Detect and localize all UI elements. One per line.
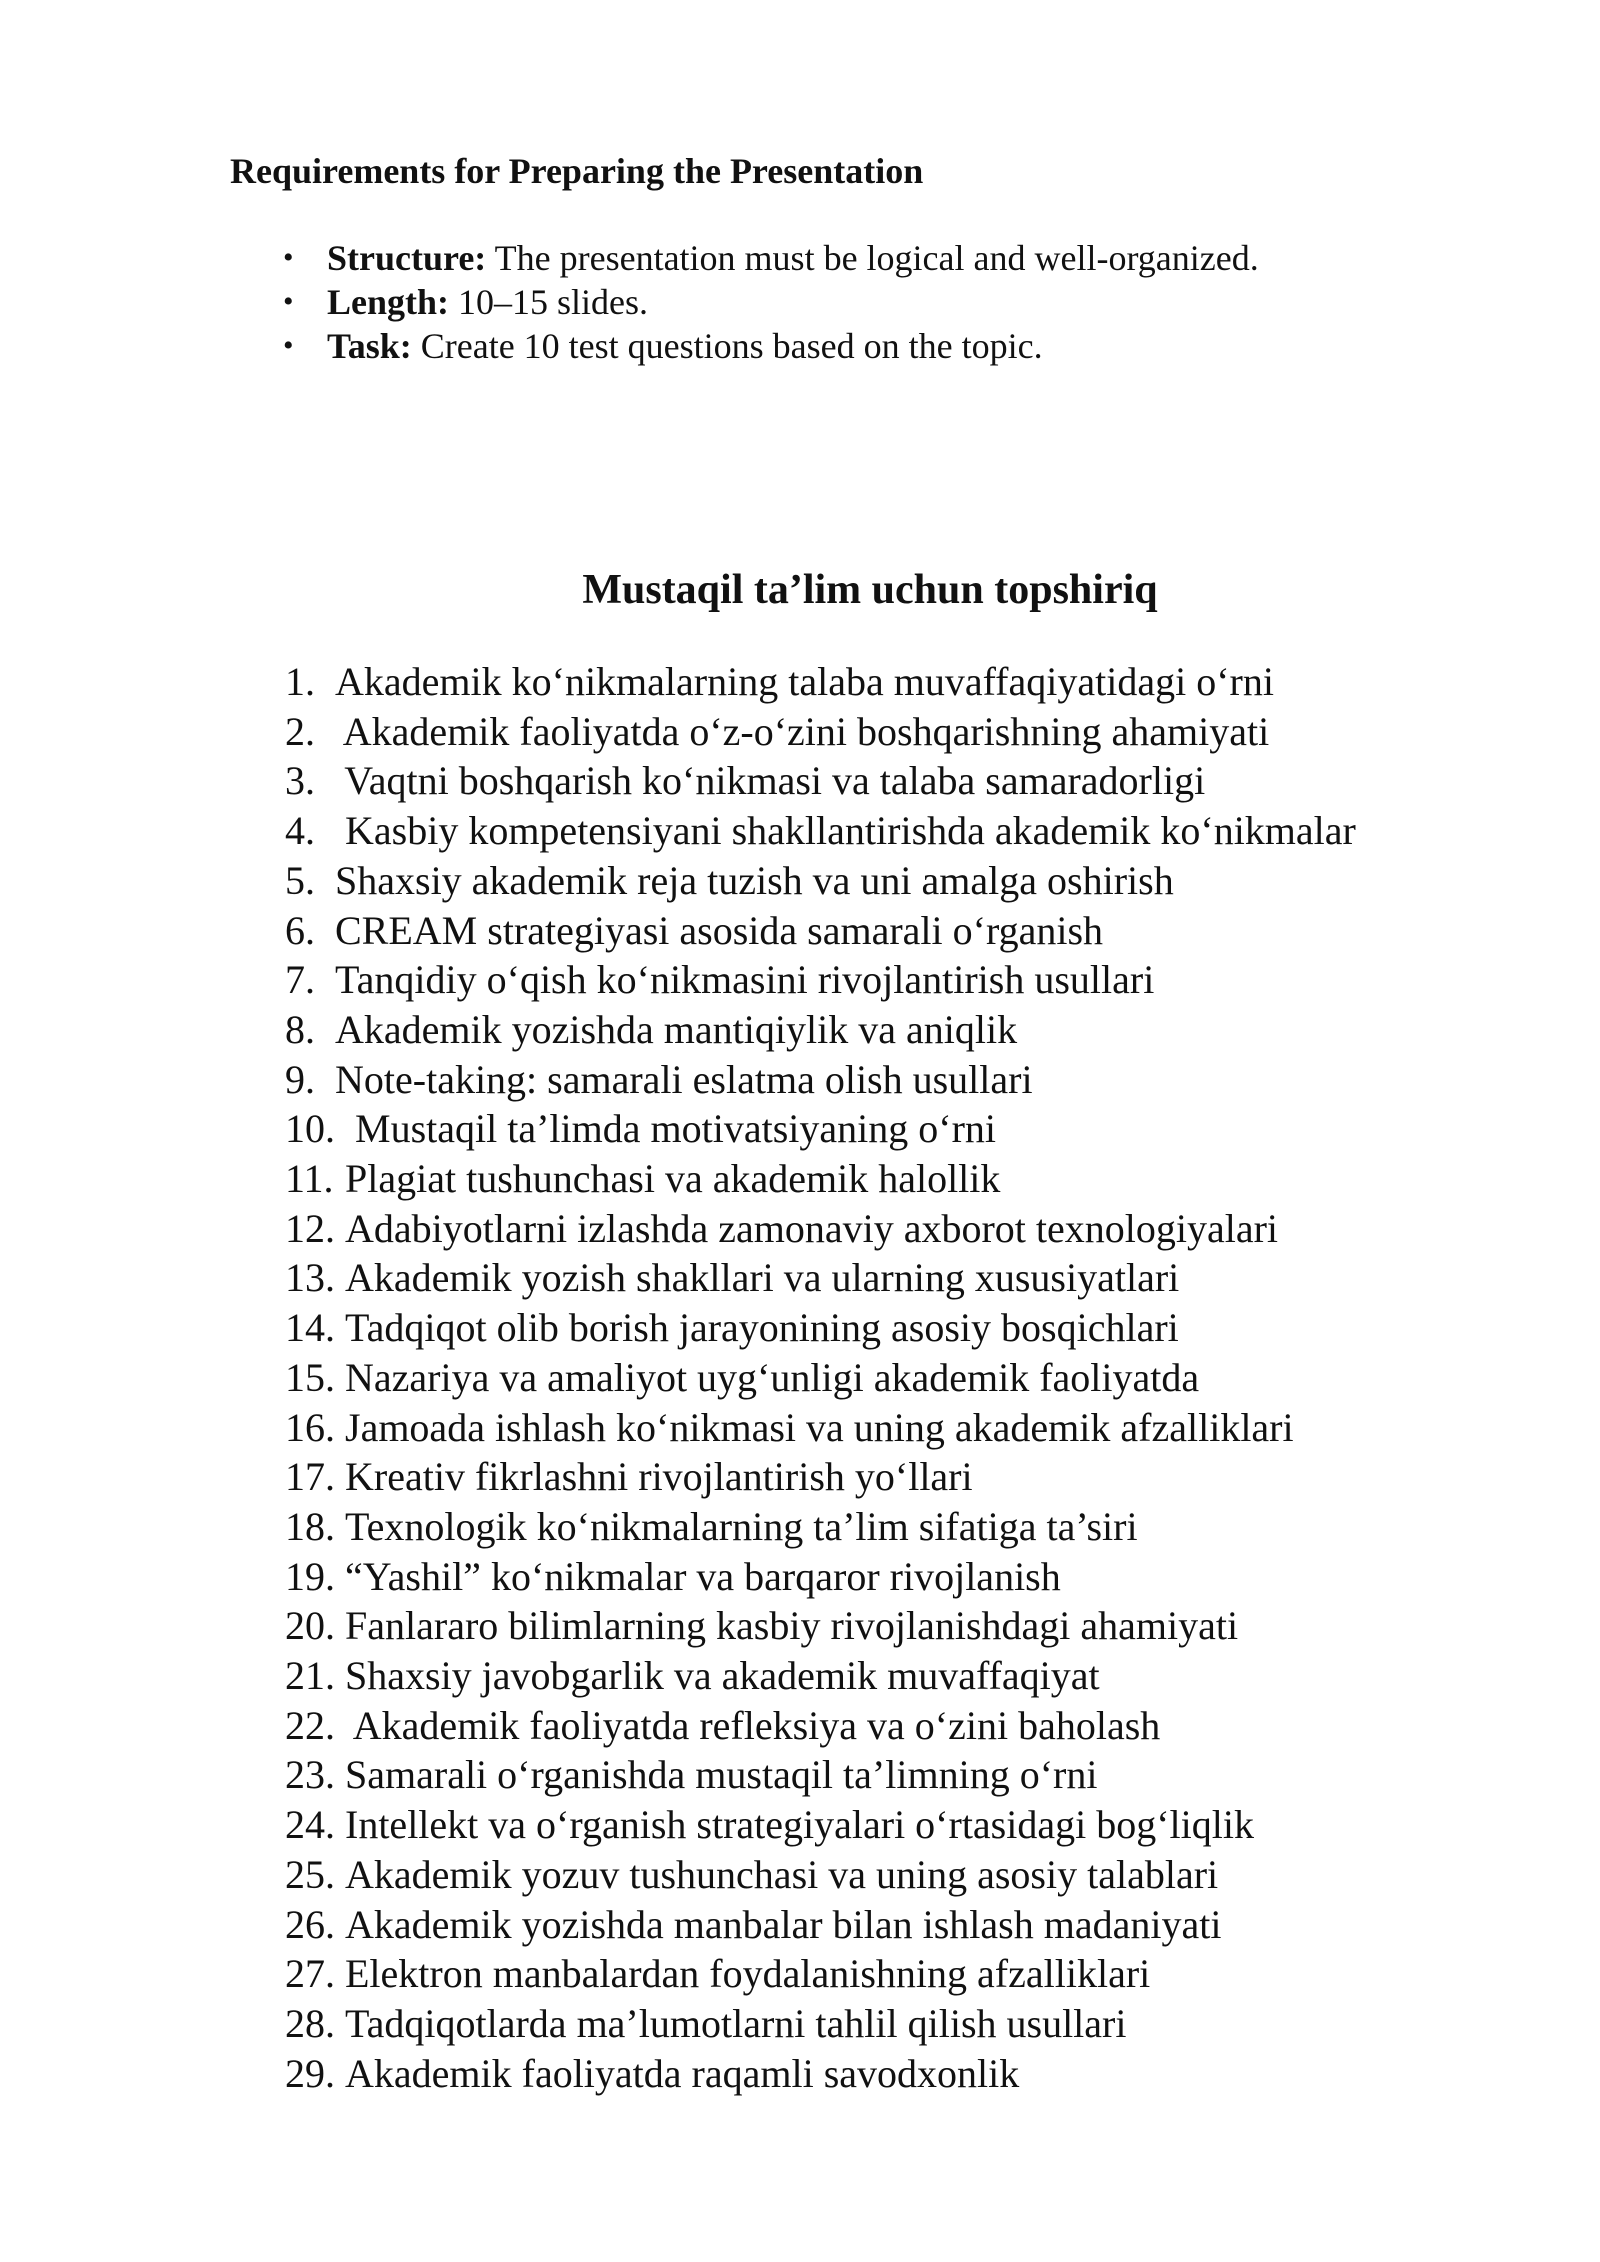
topic-number: 18. [285,1503,335,1549]
topic-item [285,1452,1356,1502]
topic-text: Vaqtni boshqarish ko‘nikmasi va talaba samaradorligi [335,758,1206,804]
requirement-item [275,236,1259,280]
bullet-icon: • [283,329,294,362]
topic-list [285,657,1356,2098]
topic-text: Akademik yozishda manbalar bilan ishlash madaniyati [345,1901,1222,1947]
topic-number: 21. [285,1653,335,1699]
bullet-icon: • [283,285,294,318]
topic-item [285,1055,1356,1105]
topic-text: Tadqiqot olib borish jarayonining asosiy bosqichlari [345,1305,1179,1351]
topic-item [285,1949,1356,1999]
topic-item [285,955,1356,1005]
topic-number: 10. [285,1106,335,1152]
topic-item [285,1900,1356,1950]
topic-number: 11. [285,1156,334,1202]
topic-text: Elektron manbalardan foydalanishning afzalliklari [345,1951,1151,1997]
topic-text: Note-taking: samarali eslatma olish usullari [335,1056,1033,1102]
requirement-item [275,280,1259,324]
requirement-text: 10–15 slides. [449,282,649,322]
topic-number: 3. [285,758,315,804]
topic-number: 12. [285,1205,335,1251]
topic-item [285,657,1356,707]
requirements-heading: Requirements for Preparing the Presentation [230,151,924,191]
topic-number: 4. [285,808,315,854]
topic-item [285,707,1356,757]
topic-text: Akademik yozish shakllari va ularning xususiyatlari [345,1255,1180,1301]
topic-item [285,1552,1356,1602]
topic-text: Tadqiqotlarda ma’lumotlarni tahlil qilish usullari [345,2000,1127,2046]
topic-number: 23. [285,1752,335,1798]
topic-number: 20. [285,1603,335,1649]
topic-text: Intellekt va o‘rganish strategiyalari o‘rtasidagi bog‘liqlik [345,1802,1255,1848]
topic-item [285,1800,1356,1850]
topic-item [285,1850,1356,1900]
topic-number: 29. [285,2050,335,2096]
topic-item [285,906,1356,956]
topic-text: Shaxsiy javobgarlik va akademik muvaffaqiyat [345,1653,1100,1699]
topic-number: 7. [285,957,315,1003]
topic-number: 17. [285,1454,335,1500]
topic-text: Akademik yozishda mantiqiylik va aniqlik [335,1006,1018,1052]
topic-text: Texnologik ko‘nikmalarning ta’lim sifatiga ta’siri [345,1503,1138,1549]
topic-text: “Yashil” ko‘nikmalar va barqaror rivojlanish [345,1553,1061,1599]
topic-number: 9. [285,1056,315,1102]
topic-item [285,1104,1356,1154]
topic-text: Akademik ko‘nikmalarning talaba muvaffaqiyatidagi o‘rni [335,659,1274,704]
topic-item [285,1651,1356,1701]
topic-text: Samarali o‘rganishda mustaqil ta’limning o‘rni [345,1752,1098,1798]
topic-text: Tanqidiy o‘qish ko‘nikmasini rivojlantirish usullari [335,957,1155,1003]
topic-item [285,1204,1356,1254]
topic-number: 2. [285,708,315,754]
topic-text: Akademik faoliyatda refleksiya va o‘zini baholash [345,1702,1161,1748]
topic-text: Plagiat tushunchasi va akademik halollik [345,1156,1001,1202]
topic-item [285,1750,1356,1800]
topic-item [285,1502,1356,1552]
topic-text: Kasbiy kompetensiyani shakllantirishda akademik ko‘nikmalar [335,808,1356,854]
topic-number: 13. [285,1255,335,1301]
requirement-text: The presentation must be logical and well-organized. [486,238,1259,278]
topic-item [285,1999,1356,2049]
topic-text: CREAM strategiyasi asosida samarali o‘rganish [335,907,1104,953]
topic-number: 16. [285,1404,335,1450]
requirement-item [275,324,1259,368]
topic-item [285,2049,1356,2099]
topic-item [285,1253,1356,1303]
topic-item [285,1005,1356,1055]
topic-item [285,1601,1356,1651]
topic-text: Akademik faoliyatda o‘z-o‘zini boshqarishning ahamiyati [335,708,1270,754]
topic-item [285,1353,1356,1403]
requirement-key: Task: [327,326,412,366]
topic-item [285,1701,1356,1751]
topic-number: 25. [285,1851,335,1897]
requirements-list [275,236,1259,368]
topic-item [285,1154,1356,1204]
topic-item [285,806,1356,856]
topic-text: Adabiyotlarni izlashda zamonaviy axborot texnologiyalari [345,1205,1279,1251]
topic-text: Fanlararo bilimlarning kasbiy rivojlanishdagi ahamiyati [345,1603,1239,1649]
topic-number: 6. [285,907,315,953]
topic-number: 1. [285,659,315,704]
topic-number: 24. [285,1802,335,1848]
topic-text: Nazariya va amaliyot uyg‘unligi akademik faoliyatda [345,1354,1200,1400]
topic-text: Akademik faoliyatda raqamli savodxonlik [345,2050,1020,2096]
topic-text: Mustaqil ta’limda motivatsiyaning o‘rni [345,1106,997,1152]
topic-number: 14. [285,1305,335,1351]
bullet-icon: • [283,241,294,274]
topic-item [285,1303,1356,1353]
topic-text: Kreativ fikrlashni rivojlantirish yo‘llari [345,1454,973,1500]
topic-number: 19. [285,1553,335,1599]
requirement-text: Create 10 test questions based on the topic. [411,326,1043,366]
topic-text: Akademik yozuv tushunchasi va uning asosiy talablari [345,1851,1219,1897]
topic-number: 8. [285,1006,315,1052]
requirement-key: Structure: [327,238,487,278]
topic-number: 15. [285,1354,335,1400]
topic-number: 5. [285,857,315,903]
assignment-title: Mustaqil ta’lim uchun topshiriq [582,567,1158,613]
requirement-key: Length: [327,282,450,322]
topic-number: 28. [285,2000,335,2046]
topic-text: Jamoada ishlash ko‘nikmasi va uning akademik afzalliklari [345,1404,1294,1450]
topic-number: 22. [285,1702,335,1748]
topic-number: 27. [285,1951,335,1997]
topic-text: Shaxsiy akademik reja tuzish va uni amalga oshirish [335,857,1174,903]
topic-item [285,856,1356,906]
topic-number: 26. [285,1901,335,1947]
topic-item [285,1403,1356,1453]
topic-item [285,756,1356,806]
